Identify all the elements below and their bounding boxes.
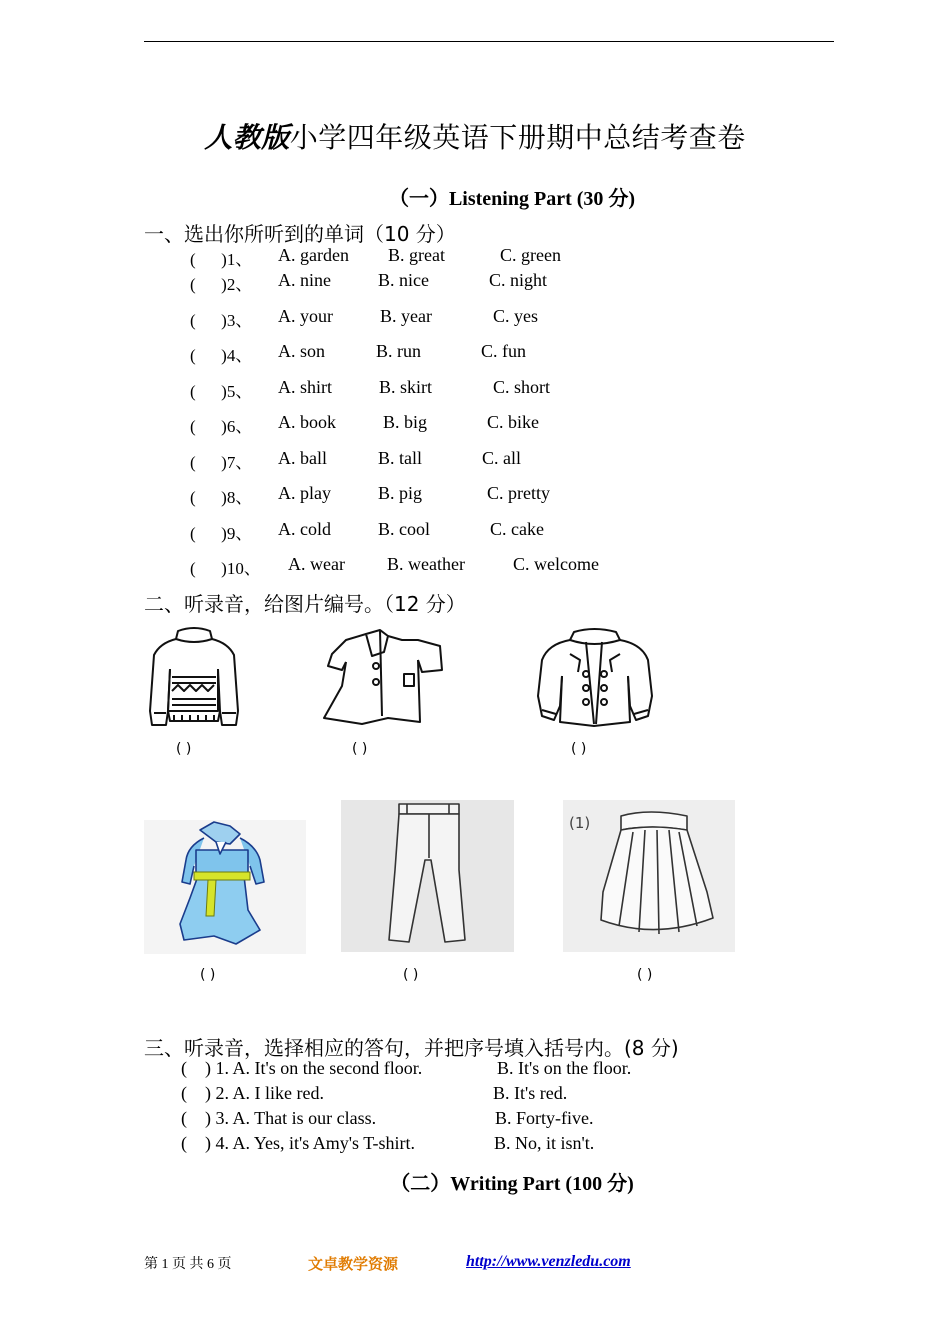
option-b: B. great [388,245,445,265]
answer-blank[interactable]: ( ) [637,967,653,983]
footer-link[interactable]: http://www.venzledu.com [466,1253,631,1270]
answer-blank[interactable]: ( ) [176,741,192,757]
dialogue-option-b: B. It's on the floor. [497,1058,632,1078]
question-number[interactable]: ( )8、 [190,488,253,507]
page-title [0,116,950,156]
option-a: A. garden [278,245,349,265]
option-a: A. wear [288,554,345,574]
footer-brand-text: 文卓教学资源 [308,1255,399,1273]
skirt-picture [563,800,735,952]
question-number[interactable]: ( )7、 [190,453,253,472]
option-b: B. nice [378,270,429,290]
option-b: B. big [383,412,428,432]
dress-icon [144,820,306,954]
question-number[interactable]: ( )4、 [190,346,253,365]
option-c: C. welcome [513,554,599,574]
dialogue-question[interactable]: ( ) 1. A. It's on the second floor. [181,1058,423,1078]
dialogue-question[interactable]: ( ) 3. A. That is our class. [181,1108,377,1128]
answer-blank[interactable]: ( ) [200,967,216,983]
answer-blank[interactable]: ( ) [403,967,419,983]
question-number[interactable]: ( )2、 [190,275,253,294]
shirt-icon [322,626,446,726]
option-c: C. cake [490,519,544,539]
footer-url [466,1253,631,1271]
option-c: C. bike [487,412,539,432]
dialogue-option-b: B. Forty-five. [495,1108,594,1128]
question-number[interactable]: ( )3、 [190,311,253,330]
question-number[interactable]: ( )10、 [190,559,261,578]
section3-heading: 三、听录音，选择相应的答句，并把序号填入括号内。(8 分) [144,1036,679,1060]
answer-blank[interactable]: ( ) [352,741,368,757]
jacket-icon [534,626,656,730]
option-a: A. nine [278,270,331,290]
footer-page: 第 1 页 共 6 页 [144,1257,232,1272]
option-c: C. night [489,270,548,290]
option-a: A. son [278,341,326,361]
option-a: A. ball [278,448,327,468]
option-c: C. all [482,448,521,468]
question-number[interactable]: ( )1、 [190,250,253,269]
sweater-icon [146,625,242,735]
option-c: C. green [500,245,561,265]
footer-brand [308,1253,398,1274]
option-c: C. short [493,377,551,397]
part2-heading: （二）Writing Part (100 分) [390,1173,634,1195]
title-rest: 小学四年级英语下册期中总结考查卷 [289,121,746,154]
option-b: B. skirt [379,377,433,397]
question-number[interactable]: ( )5、 [190,382,253,401]
dress-picture [144,820,306,954]
option-b: B. cool [378,519,430,539]
pants-icon [341,800,514,952]
dialogue-option-b: B. No, it isn't. [494,1133,595,1153]
option-b: B. tall [378,448,422,468]
option-a: A. your [278,306,333,326]
option-c: C. fun [481,341,526,361]
answer-blank[interactable]: ( ) [571,741,587,757]
section2-heading: 二、听录音，给图片编号。（12 分） [144,592,466,616]
option-b: B. year [380,306,432,326]
title-publisher: 人教版 [204,121,290,154]
part1-heading: （一）Listening Part (30 分) [388,188,636,210]
section1-heading: 一、选出你所听到的单词（10 分） [144,222,456,246]
dialogue-option-b: B. It's red. [493,1083,568,1103]
option-a: A. play [278,483,331,503]
dialogue-question[interactable]: ( ) 2. A. I like red. [181,1083,324,1103]
option-b: B. run [376,341,421,361]
question-number[interactable]: ( )6、 [190,417,253,436]
option-b: B. weather [387,554,465,574]
option-c: C. pretty [487,483,550,503]
option-a: A. book [278,412,336,432]
question-number[interactable]: ( )9、 [190,524,253,543]
option-b: B. pig [378,483,423,503]
dialogue-question[interactable]: ( ) 4. A. Yes, it's Amy's T-shirt. [181,1133,416,1153]
option-a: A. cold [278,519,331,539]
option-c: C. yes [493,306,538,326]
pants-picture [341,800,514,952]
skirt-label: (1) [569,814,591,832]
option-a: A. shirt [278,377,332,397]
top-rule [144,41,834,42]
